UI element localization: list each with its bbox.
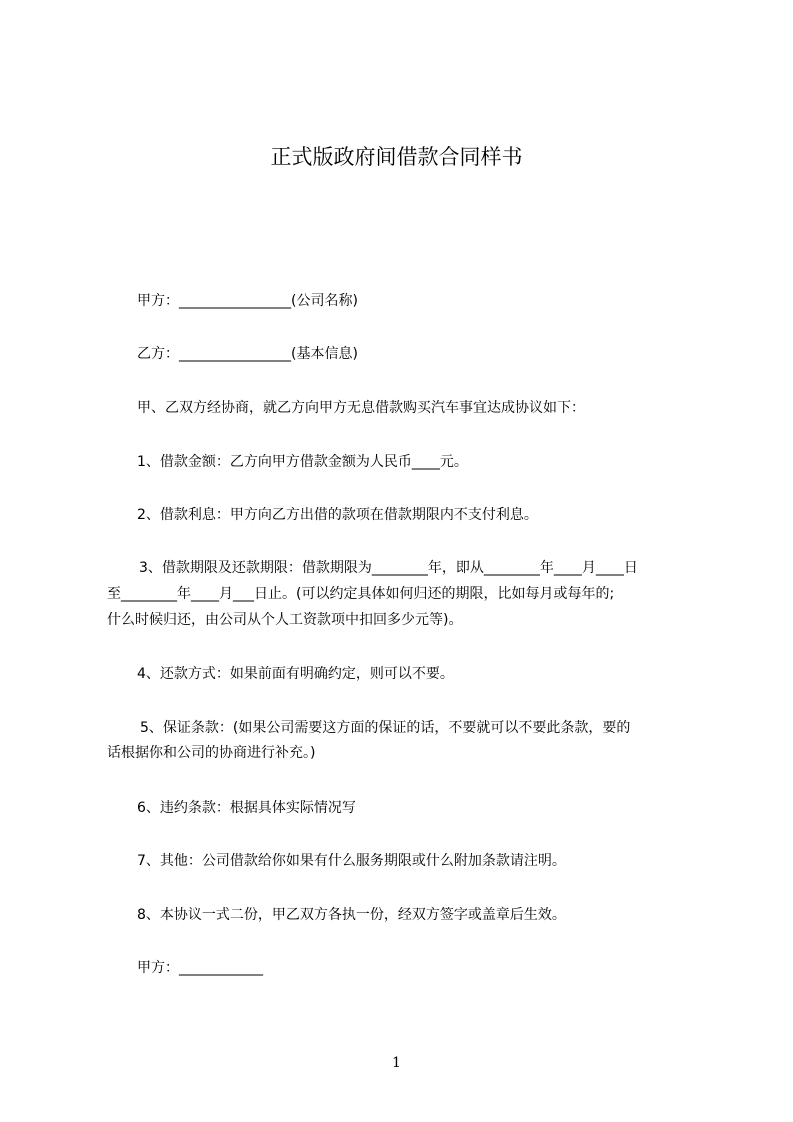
page-number: 1 [392,1055,401,1071]
clause-5-line-1: 5、保证条款：(如果公司需要这方面的保证的话，不要就可以不要此条款，要的 [140,720,631,736]
clause-3-line-3: 什么时候归还，由公司从个人工资款项中扣回多少元等)。 [107,612,463,628]
party-b-line: 乙方：________________(基本信息) [137,346,358,362]
signature-party-a: 甲方：____________ [137,960,263,976]
clause-6: 6、违约条款：根据具体实际情况写 [137,800,356,816]
clause-8: 8、本协议一式二份，甲乙双方各执一份，经双方签字或盖章后生效。 [137,907,566,923]
clause-5-line-2: 话根据你和公司的协商进行补充。) [107,745,316,761]
intro-paragraph: 甲、乙双方经协商，就乙方向甲方无息借款购买汽车事宜达成协议如下： [137,400,585,416]
document-title: 正式版政府间借款合同样书 [270,145,523,169]
clause-7: 7、其他：公司借款给你如果有什么服务期限或什么附加条款请注明。 [137,853,566,869]
clause-3-line-2: 至________年____月___日止。(可以约定具体如何归还的期限，比如每月或每年的; [107,586,615,602]
clause-2: 2、借款利息：甲方向乙方出借的款项在借款期限内不支付利息。 [137,507,538,523]
clause-4: 4、还款方式：如果前面有明确约定，则可以不要。 [137,666,454,682]
party-a-line: 甲方：________________(公司名称) [137,293,358,309]
clause-3-line-1: 3、借款期限及还款期限：借款期限为________年，即从________年____月____日 [139,560,638,576]
clause-1: 1、借款金额：乙方向甲方借款金额为人民币____元。 [137,454,468,470]
